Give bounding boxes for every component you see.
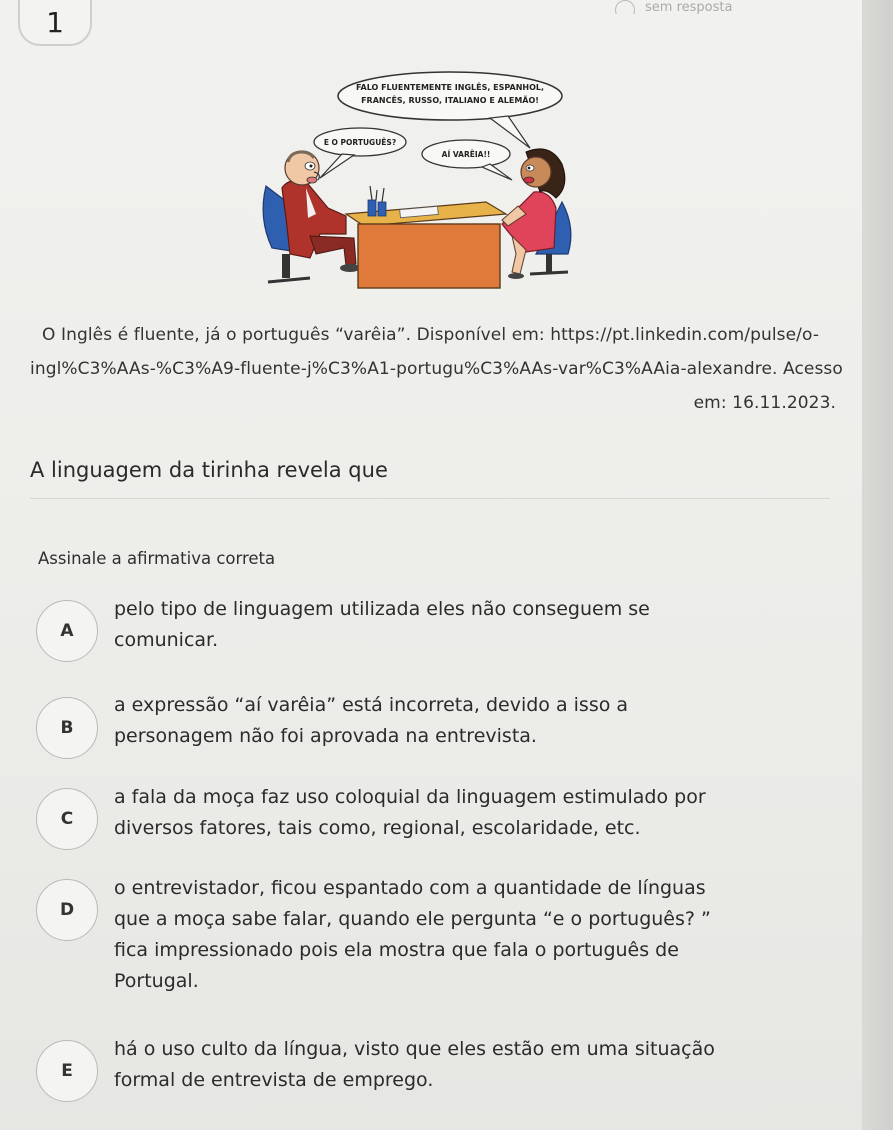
- divider: [30, 498, 830, 499]
- option-letter: B: [60, 718, 74, 738]
- option-letter: E: [61, 1061, 73, 1081]
- caption-line-2: ingl%C3%AAs-%C3%A9-fluente-j%C3%A1-portugu%C3%AAs-var%C3%AAia-alexandre. Acesso: [30, 359, 843, 379]
- desk-front: [358, 224, 500, 288]
- speech-text-woman-line1: FALO FLUENTEMENTE INGLÊS, ESPANHOL,: [355, 83, 545, 92]
- option-e-bubble[interactable]: [36, 1040, 98, 1102]
- option-text-line: pelo tipo de linguagem utilizada eles não conseguem se: [114, 598, 650, 620]
- option-letter: D: [59, 900, 75, 920]
- option-letter: C: [60, 809, 74, 829]
- option-text-line: diversos fatores, tais como, regional, escolaridade, etc.: [114, 817, 641, 839]
- option-text-line: o entrevistador, ficou espantado com a quantidade de línguas: [114, 877, 706, 899]
- option-a-bubble[interactable]: [36, 600, 98, 662]
- question-prompt: A linguagem da tirinha revela que: [30, 458, 388, 482]
- option-text-line: a fala da moça faz uso coloquial da linguagem estimulado por: [114, 786, 706, 808]
- option-d-bubble[interactable]: [36, 879, 98, 941]
- speech-text-reply: AÍ VARÊIA!!: [441, 150, 491, 159]
- speech-text-man: E O PORTUGUÊS?: [323, 138, 397, 147]
- answer-status-label: sem resposta: [645, 0, 733, 14]
- option-b-bubble[interactable]: [36, 697, 98, 759]
- option-a-text[interactable]: [114, 594, 834, 656]
- option-text-line: fica impressionado pois ela mostra que fala o português de: [114, 939, 679, 961]
- option-c-text[interactable]: [114, 782, 834, 844]
- option-text-line: Portugal.: [114, 970, 199, 992]
- answer-status: [615, 0, 815, 14]
- option-text-line: formal de entrevista de emprego.: [114, 1069, 434, 1091]
- caption-line-3: em: 16.11.2023.: [693, 393, 836, 413]
- page-edge: [862, 0, 893, 1130]
- status-circle-icon: [615, 0, 635, 14]
- option-letter: A: [60, 621, 74, 641]
- option-c-bubble[interactable]: [36, 788, 98, 850]
- option-e-text[interactable]: [114, 1034, 834, 1096]
- comic-caption: [30, 318, 850, 420]
- option-text-line: há o uso culto da língua, visto que eles estão em uma situação: [114, 1038, 715, 1060]
- option-text-line: personagem não foi aprovada na entrevista.: [114, 725, 537, 747]
- option-text-line: que a moça sabe falar, quando ele pergunta “e o português? ”: [114, 908, 711, 930]
- caption-line-1: O Inglês é fluente, já o português “varêia”. Disponível em: https://pt.linkedin.com/pulse/o-: [42, 325, 820, 345]
- speech-text-woman-line2: FRANCÊS, RUSSO, ITALIANO E ALEMÃO!: [361, 96, 539, 105]
- option-text-line: a expressão “aí varêia” está incorreta, devido a isso a: [114, 694, 629, 716]
- question-instruction: Assinale a afirmativa correta: [38, 549, 276, 568]
- question-number: [18, 0, 92, 46]
- option-b-text[interactable]: [114, 690, 834, 752]
- question-number-label: 1: [46, 5, 64, 39]
- comic-strip: [250, 68, 600, 298]
- option-d-text[interactable]: [114, 873, 834, 997]
- pen-holder: [368, 200, 376, 216]
- option-text-line: comunicar.: [114, 629, 219, 651]
